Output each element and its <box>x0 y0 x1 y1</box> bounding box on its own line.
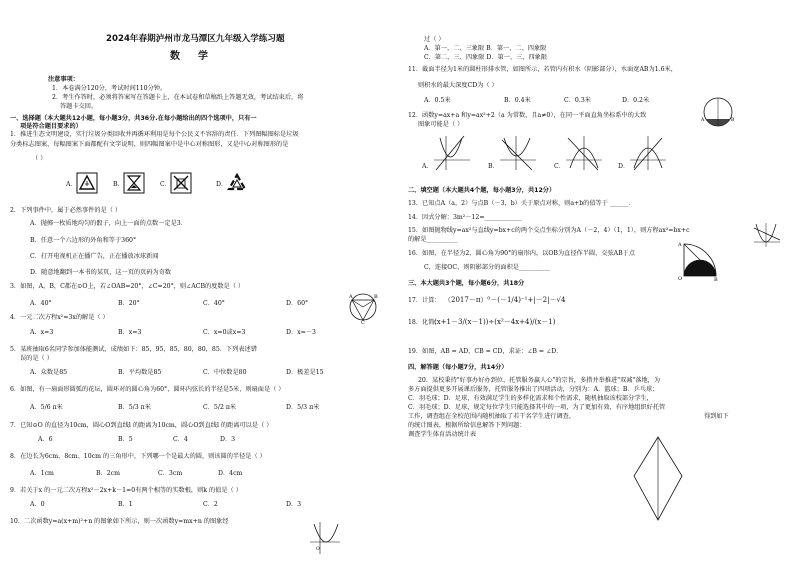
q12-option-c-label: C． <box>554 163 565 170</box>
q2-option-c: C．打开电视机正在播广告，正在播放冰球新闻 <box>30 253 159 260</box>
svg-text:O: O <box>316 547 320 552</box>
q10-stem: 10．二次函数y=a(x+m)²+n 的图象如下所示，则一次函数y=mx+n 的图象经 <box>10 518 229 525</box>
section-3-heading: 三、本大题共3个题，每小题6分，共18分 <box>408 280 525 287</box>
q8-option-c: C．3cm <box>158 470 183 477</box>
q6-stem: 6．如图，有一扇面形圆弧的花坛，圆环对的圆心角为60°，圆环内弦长的半径是5米，则扇面是（ ） <box>10 386 285 393</box>
q15-parabola-line-figure <box>752 222 782 248</box>
q12-graph-c <box>564 134 604 172</box>
recycle-arrows-icon <box>226 172 248 194</box>
q5-option-a: A．众数是85 <box>30 369 68 376</box>
q1-blank: （ ） <box>32 155 47 162</box>
q18-label: 18．化简： <box>408 319 441 326</box>
q9-option-a: A．0 <box>30 501 45 508</box>
q9-option-b: B．1 <box>118 501 133 508</box>
q3-option-b: B．20° <box>118 300 140 307</box>
q8-option-d: D．4cm <box>218 470 243 477</box>
q7-option-b: B．5 <box>118 436 133 443</box>
q11-stem-1: 11．截面半径为1米的圆柱形排水管，如图所示，若管内有积水（阴影部分），水面宽AB为1.6米， <box>408 66 677 73</box>
q4-stem: 4．一元二次方程x²=3x的解是（ ） <box>10 314 109 321</box>
q11-option-a: A．0.5米 <box>424 97 451 104</box>
section-1-heading-cont: 项是符合题目要求的） <box>20 123 82 130</box>
q6-option-d: D．5/3 π米 <box>286 404 320 411</box>
q1-option-b-label: B． <box>113 181 124 188</box>
q1-option-a-label: A． <box>66 181 77 188</box>
q15-stem-2: 的解是__________ <box>408 236 458 243</box>
q9-option-c: C．2 <box>203 501 218 508</box>
q11-option-d: D．0.2米 <box>622 97 650 104</box>
svg-text:A: A <box>678 242 682 248</box>
q11-option-b: B．0.4米 <box>504 97 531 104</box>
q3-option-a: A．40° <box>30 300 52 307</box>
svg-text:C: C <box>361 320 365 324</box>
q5-option-b: B．平均数是85 <box>118 369 162 376</box>
subject-heading: 数学 <box>170 51 226 62</box>
q10-options-row-1: A．第一、二、三象限 B．第一、二、四象限 <box>424 45 547 52</box>
q8-option-a: A．1cm <box>30 470 54 477</box>
q13-stem: 13．已知点A（a，2）与点B（－3，b）关于原点对称，则a+b的值等于 ______． <box>408 200 635 207</box>
q8-stem: 8．在边长为6cm、8cm、10cm 的三角形中，下列哪一个是最大的圆，则该圆的半径是（ ） <box>10 453 266 460</box>
svg-text:A: A <box>701 118 705 123</box>
q1-stem-1: 1．推进生态文明建设，实行垃圾分类回收并再循环利用是每个公民义不容辞的责任．下列图幅图标是垃圾 <box>10 131 299 138</box>
q6-option-a: A．5/6 π米 <box>30 404 63 411</box>
q19-kite-figure <box>630 434 686 524</box>
recycle-triangle-icon <box>76 172 98 194</box>
q14-stem: 14．因式分解：3m²－12=____________ <box>408 214 522 221</box>
q16-sector-figure <box>676 238 720 282</box>
section-4-heading: 四、解答题（每小题7分，共14分） <box>408 364 508 371</box>
q20-line-5: 工作，调查组在全校范围内随机抽取了若干名学生进行调查， <box>408 413 576 420</box>
q20-line-2: 多方面提供更多开展课后服务，托管服务推出了四项活动，分别为：A．篮球；B．乒乓球； <box>408 386 659 393</box>
q7-option-c: C．4 <box>173 436 188 443</box>
section-1-heading: 一、选择题（本大题共12小题，每小题3分，共36分.在每小题给出的四个选项中，只有一 <box>10 115 257 122</box>
q12-stem-2: 图象可能是（ ） <box>418 121 464 128</box>
q12-graph-a <box>432 134 472 172</box>
q4-option-d: D．x=－3 <box>286 329 316 336</box>
q4-option-b: B．x=3 <box>118 329 142 336</box>
q10-parabola-figure <box>308 520 342 556</box>
hourglass-icon <box>123 172 145 194</box>
q7-option-a: A．6 <box>38 436 53 443</box>
q16-stem-1: 16．如图，在半径为2，圆心角为90°的扇形内，以OB为直径作半圆，交弦AB于点 <box>408 250 636 257</box>
left-column <box>8 0 394 562</box>
q12-graph-b <box>498 134 538 172</box>
q11-option-c: C．0.3米 <box>564 97 591 104</box>
q16-stem-2: C，连接OC，则阴影部分的面积是__________ <box>424 264 550 271</box>
q2-stem: 2．下列事件中，属于必然事件的是（ ） <box>10 207 122 214</box>
q12-option-a-label: A． <box>422 163 433 170</box>
q6-option-b: B．5/3 π米 <box>118 404 151 411</box>
svg-text:B: B <box>731 118 735 123</box>
q4-option-c: C．x=0或x=3 <box>203 329 246 336</box>
cross-bin-icon <box>170 172 192 194</box>
q7-option-d: D．3 <box>220 436 236 443</box>
q1-option-d-label: D． <box>216 181 228 188</box>
q1-option-c-label: C． <box>160 181 171 188</box>
note-1: 1．本卷满分120分，考试时间110分钟。 <box>52 85 167 92</box>
svg-text:O: O <box>678 276 683 282</box>
q11-pipe-figure <box>700 94 736 132</box>
q6-option-c: C．5/2 π米 <box>203 404 237 411</box>
q5-option-c: C．中位数是80 <box>203 369 247 376</box>
q12-option-d-label: D． <box>618 163 630 170</box>
notes-heading: 注意事项： <box>48 76 79 83</box>
q2-option-a: A．抛掷一枚质地均匀的骰子，向上一面的点数一定是3． <box>30 220 187 227</box>
page-title: 2024年春期泸州市龙马潭区九年级入学练习题 <box>106 34 285 44</box>
q10-stem-cont: 过（ ） <box>424 36 445 43</box>
q12-option-b-label: B． <box>488 163 499 170</box>
q11-stem-2: 则积水的最大深度CD为（ ） <box>418 82 498 89</box>
q12-graph-d <box>628 134 668 172</box>
note-2a: 2．考生作答时，必须将答案写在答题卡上，在本试卷和草稿纸上答题无效，考试结束后，将 <box>52 94 304 101</box>
q12-stem-1: 12．函数y=ax+a 和y=ax²+2（a 为常数，且a≠0），在同一平面直角坐标系中的大致 <box>408 112 647 119</box>
q3-stem: 3．如图，A，B，C都在⊙O上，若∠OAB=20°，∠C=20°，则∠ACB的度数是（ ） <box>10 283 245 290</box>
q20-line-3: C．羽毛球；D．足球，有效满足学生的多样化需求和个性需求，随机抽取该校部分学生， <box>408 395 653 402</box>
q2-option-d: D．随意地翻到一本书的某页，这一页的页码为奇数 <box>30 269 172 276</box>
note-2b: 答题卡交回。 <box>60 103 98 110</box>
q5-option-d: D．极差是15 <box>286 369 324 376</box>
q2-option-b: B．任意一个六边形的外角和等于360° <box>30 237 137 244</box>
q9-stem: 9．若关于x 的一元二次方程x²－2x+k－1=0有两个相等的实数根，则k 的值是（ ） <box>10 487 242 494</box>
q20-line-1: 20．某校秉持"好事办好办到位、托管服务赢人心"的宗旨，多措并举推进"双减"落地，为 <box>418 377 661 384</box>
q4-option-a: A．x=3 <box>30 329 54 336</box>
q8-option-b: B．2cm <box>96 470 121 477</box>
q17-label: 17．计算： <box>408 297 441 304</box>
q17-expression: （2017－π）⁰－(－1/4)⁻¹+|－2|－√4 <box>444 296 566 304</box>
q15-stem-1: 15．如图抛物线y=ax²与直线y=bx+c的两个交点坐标分别为A（－2，4）（1，1），则方程ax²=bx+c <box>408 227 690 234</box>
section-2-heading: 二、填空题（本大题共4个题，每小题3分，共12分） <box>408 187 556 194</box>
q20-line-6: 的统计图表，根据所给信息解答下列问题： <box>408 422 526 429</box>
q5-stem-1: 5．某班抽取6名同学参加体能测试，成绩如下：85，95，85，80，80，85．下列表述错 <box>10 346 257 353</box>
q9-option-d: D．3 <box>286 501 302 508</box>
svg-text:B: B <box>374 294 378 300</box>
right-column <box>404 0 786 562</box>
q7-stem: 7．已知⊙O 的直径为10cm，圆心O到直线l 的距离为10cm，圆心O到直线l 的距离可以是（ ） <box>10 422 273 429</box>
q3-option-c: C．40° <box>203 300 225 307</box>
svg-text:B: B <box>714 277 718 282</box>
q20-line-4: C．羽毛球；D．足球，规定每位学生只能选择其中的一项，为了更加有效，有序地组织好托管 <box>408 404 666 411</box>
q5-stem-2: 误的是（ ） <box>20 355 53 362</box>
q3-circle-figure <box>346 288 380 324</box>
q1-stem-2: 分类标志图案，每幅图案下面都配有文字说明，则四幅图案中是中心对称图形，又是中心对称图形的是 <box>10 141 289 148</box>
svg-text:A: A <box>349 294 353 300</box>
q18-expression: (x+1－3/(x－1))÷(x²－4x+4)/(x－1) <box>434 318 556 326</box>
q19-stem: 19．如图，AB = AD，CB = CD，求证：∠B = ∠D． <box>408 348 563 355</box>
q3-option-d: D．60° <box>286 300 309 307</box>
q20-table-caption: 调查学生体育活动统计表 <box>408 431 477 438</box>
q20-line-5b: 得到如下 <box>704 413 729 420</box>
q10-options-row-2: C．第二、三、四象限 D．第一、三、四象限 <box>424 54 548 61</box>
